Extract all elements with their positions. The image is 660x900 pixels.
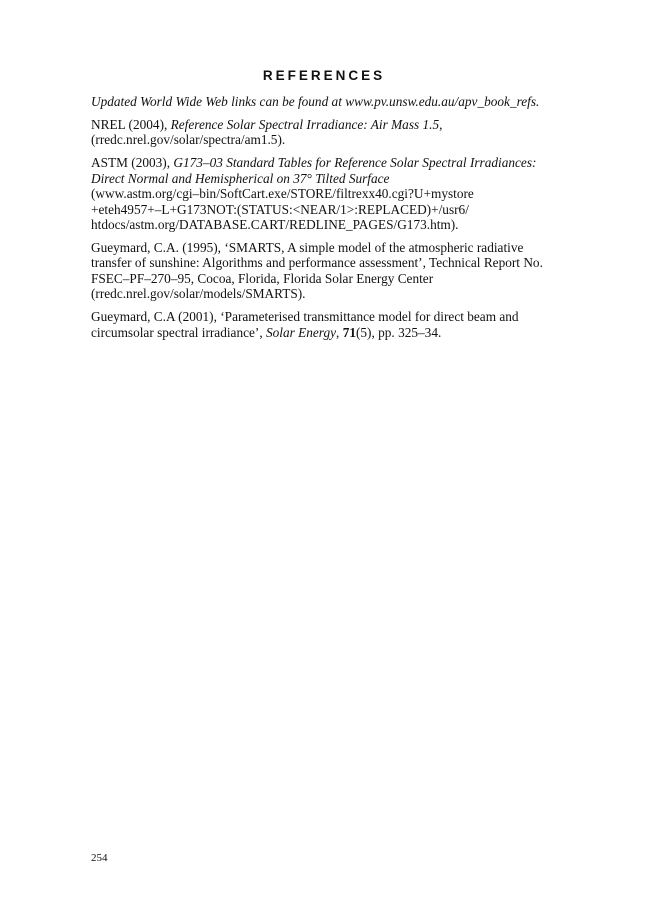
reference-title: Reference Solar Spectral Irradiance: Air Mass 1.5 xyxy=(170,117,440,132)
page-number: 254 xyxy=(91,852,108,864)
reference-text: circumsolar spectral irradiance’, xyxy=(91,324,266,340)
reference-journal: Solar Energy xyxy=(265,324,337,340)
reference-line: transfer of sunshine: Algorithms and performance assessment’, Technical Report No. xyxy=(91,255,543,271)
reference-url: (rredc.nrel.gov/solar/models/SMARTS). xyxy=(91,286,306,302)
reference-astm xyxy=(91,155,566,232)
reference-line: Gueymard, C.A (2001), ‘Parameterised transmittance model for direct beam and xyxy=(91,309,519,325)
reference-title: Direct Normal and Hemispherical on 37° Tilted Surface xyxy=(91,170,390,186)
reference-line xyxy=(91,155,566,170)
reference-gueymard-2001 xyxy=(91,309,566,340)
reference-author: ASTM (2003), xyxy=(91,155,174,171)
references-list xyxy=(91,94,566,348)
reference-author: NREL (2004), xyxy=(91,117,171,132)
reference-punct: , xyxy=(336,324,343,340)
reference-url: (rredc.nrel.gov/solar/spectra/am1.5). xyxy=(91,132,286,148)
reference-url: htdocs/astm.org/DATABASE.CART/REDLINE_PAGES/G173.htm). xyxy=(91,217,459,233)
reference-line: FSEC–PF–270–95, Cocoa, Florida, Florida Solar Energy Center xyxy=(91,270,434,286)
reference-line xyxy=(91,117,566,132)
reference-gueymard-1995 xyxy=(91,240,566,302)
reference-punct: , xyxy=(439,117,443,132)
reference-volume: 71 xyxy=(342,324,356,340)
reference-pages: (5), pp. 325–34. xyxy=(355,324,442,340)
page-heading: REFERENCES xyxy=(262,68,386,83)
web-links-note xyxy=(91,94,566,109)
reference-title: G173–03 Standard Tables for Reference Solar Spectral Irradiances: xyxy=(173,155,537,171)
reference-url: (www.astm.org/cgi–bin/SoftCart.exe/STORE/filtrexx40.cgi?U+mystore xyxy=(91,186,474,202)
reference-line: Gueymard, C.A. (1995), ‘SMARTS, A simple model of the atmospheric radiative xyxy=(91,240,524,256)
reference-line xyxy=(91,325,566,340)
note-text: Updated World Wide Web links can be found at www.pv.unsw.edu.au/apv_book_refs. xyxy=(91,94,540,109)
reference-nrel xyxy=(91,117,566,148)
reference-url: +eteh4957+–L+G173NOT:(STATUS:<NEAR/1>:REPLACED)+/usr6/ xyxy=(91,201,469,217)
